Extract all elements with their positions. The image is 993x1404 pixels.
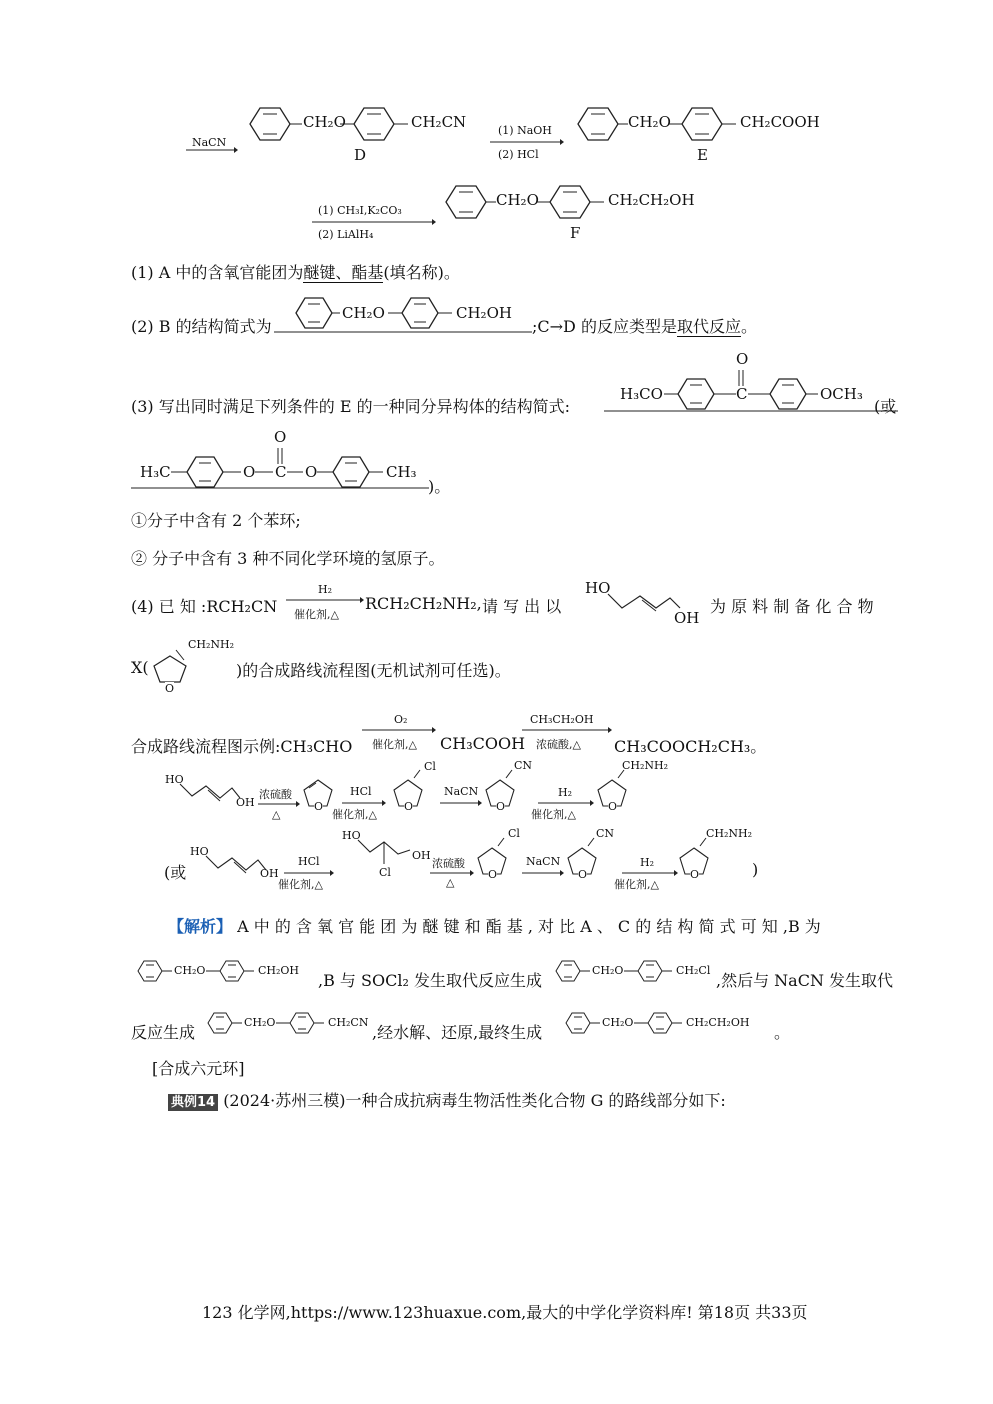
reaction-arrow (522, 869, 564, 877)
q2-tail (532, 314, 757, 337)
route1-arrow4-top: H₂ (558, 786, 573, 799)
route2-arrow2-bottom: △ (446, 876, 455, 889)
route1-arrow2-top: HCl (350, 785, 372, 798)
intermediate-ho: HO (342, 829, 361, 842)
q4-product: RCH₂CH₂NH₂, (365, 594, 482, 613)
route2-arrow1-top: HCl (298, 855, 320, 868)
route1-diol (178, 780, 244, 806)
analysis-line-1 (168, 914, 821, 937)
arrow-condition-top: (1) NaOH (498, 124, 552, 137)
q1-prefix: (1) A 中的含氧官能团为 (131, 263, 304, 282)
analysis-b-sub1: CH₂O (174, 964, 206, 977)
analysis-b-sub2: CH₂OH (258, 964, 300, 977)
d-substituent-1: CH₂O (303, 113, 346, 131)
route1-arrow2-bottom: 催化剂,△ (332, 808, 377, 821)
q1-answer: 醚键、酯基 (303, 263, 384, 282)
q3-or-open: (或 (874, 397, 897, 416)
route2-o1: O (488, 868, 498, 881)
intermediate-cl: Cl (379, 866, 391, 879)
condition-2: ② 分子中含有 3 种不同化学环境的氢原子。 (131, 549, 445, 568)
e-substituent-1: CH₂O (628, 113, 671, 131)
q4-arrow-bottom: 催化剂,△ (294, 608, 339, 621)
route1-oh: OH (236, 796, 255, 809)
analysis-c-sub2: CH₂Cl (676, 964, 711, 977)
f-substituent-1: CH₂O (496, 191, 539, 209)
e-substituent-2: CH₂COOH (740, 113, 820, 131)
analysis-text-3c: 。 (774, 1023, 791, 1042)
example-14-text: (2024·苏州三模)一种合成抗病毒生物活性类化合物 G 的路线部分如下: (223, 1091, 726, 1110)
route1-arrow1-top: 浓硫酸 (259, 788, 292, 801)
route2-arrow1-bottom: 催化剂,△ (278, 878, 323, 891)
example-arrow2-top: CH₃CH₂OH (530, 713, 594, 726)
example-arrow1-top: O₂ (394, 713, 408, 726)
analysis-text-3a: 反应生成 (131, 1023, 196, 1042)
route1-cn: CN (514, 759, 533, 772)
analysis-text-2b: ,然后与 NaCN 发生取代 (716, 971, 894, 990)
isomer2-left: H₃C (140, 463, 171, 481)
arrow-reagent-label: NaCN (192, 136, 227, 149)
analysis-f-sub1: CH₂O (602, 1016, 634, 1029)
q1-suffix: (填名称)。 (383, 263, 460, 282)
example-mid: CH₃COOH (440, 734, 526, 753)
q2-answer: 取代反应 (676, 317, 741, 336)
example-arrow2-bottom: 浓硫酸,△ (536, 738, 581, 751)
isomer1-carbonyl-o: O (736, 350, 749, 368)
route1-cl: Cl (424, 760, 436, 773)
example-14-tag: 典例14 (168, 1094, 218, 1111)
section-heading: [合成六元环] (152, 1059, 245, 1078)
f-substituent-2: CH₂CH₂OH (608, 191, 695, 209)
diol-oh: OH (674, 609, 700, 627)
q3-prefix: (3) 写出同时满足下列条件的 E 的一种同分异构体的结构简式: (131, 397, 570, 416)
q4-prefix: (4) 已 知 :RCH₂CN (131, 597, 278, 616)
q4-line2: )的合成路线流程图(无机试剂可任选)。 (236, 661, 511, 680)
route1-o3: O (496, 800, 506, 813)
q4-suffix: 为 原 料 制 备 化 合 物 (710, 597, 874, 616)
route2-arrow4-bottom: 催化剂,△ (614, 878, 659, 891)
isomer2-carbonyl-o: O (274, 428, 287, 446)
example-arrow1-bottom: 催化剂,△ (372, 738, 417, 751)
q3-close: )。 (428, 477, 451, 496)
analysis-text-2a: ,B 与 SOCl₂ 发生取代反应生成 (318, 971, 542, 990)
route1-arrow1-bottom: △ (272, 808, 281, 821)
route1-ho: HO (165, 773, 184, 786)
route1-arrow3-top: NaCN (444, 785, 479, 798)
intermediate-oh: OH (412, 849, 431, 862)
q2-prefix: (2) B 的结构简式为 (131, 317, 272, 336)
analysis-f-sub2: CH₂CH₂OH (686, 1016, 750, 1029)
compound-label-e: E (697, 146, 708, 164)
q2-mid: ;C→D 的反应类型是 (532, 317, 677, 336)
analysis-text-1: A 中 的 含 氧 官 能 团 为 醚 键 和 酯 基 , 对 比 A 、 C 的 结 构 简 式 可 知 ,B 为 (232, 917, 821, 936)
reaction-arrow (522, 726, 612, 734)
route2-cl: Cl (508, 827, 520, 840)
route2-oh: OH (260, 867, 279, 880)
route2-cn: CN (596, 827, 615, 840)
route2-arrow4-top: H₂ (640, 856, 655, 869)
q4-arrow-top: H₂ (318, 583, 333, 596)
route2-open: (或 (164, 863, 187, 882)
compound-label-f: F (570, 224, 581, 242)
reaction-arrow (440, 799, 482, 807)
example-14 (168, 1088, 726, 1111)
reaction-arrow (362, 726, 436, 734)
page-footer: 123 化学网,https://www.123huaxue.com,最大的中学化学资料库! 第18页 共33页 (202, 1303, 808, 1322)
isomer2-ester-o1: O (243, 463, 256, 481)
analysis-text-3b: ,经水解、还原,最终生成 (372, 1023, 543, 1042)
analysis-tag: 【解析】 (168, 917, 233, 936)
isomer2-carbon: C (275, 463, 287, 481)
x-label: X( (131, 658, 149, 677)
analysis-d-sub2: CH₂CN (328, 1016, 369, 1029)
route1-arrow4-bottom: 催化剂,△ (531, 808, 576, 821)
question-1 (131, 260, 460, 283)
reaction-arrow (258, 800, 300, 808)
isomer2-ester-o2: O (305, 463, 318, 481)
route2-nh2: CH₂NH₂ (706, 827, 753, 840)
route2-ho: HO (190, 845, 209, 858)
analysis-d-sub1: CH₂O (244, 1016, 276, 1029)
route1-o1: O (314, 800, 324, 813)
reaction-arrow (286, 596, 364, 604)
isomer2-right: CH₃ (386, 463, 417, 481)
route2-o2: O (578, 868, 588, 881)
q4-mid: 请 写 出 以 (482, 597, 562, 616)
example-prefix: 合成路线流程图示例:CH₃CHO (131, 737, 353, 756)
arrow-condition-bottom: (2) LiAlH₄ (318, 228, 374, 241)
condition-1: ①分子中含有 2 个苯环; (131, 511, 301, 530)
d-substituent-2: CH₂CN (411, 113, 467, 131)
route2-arrow3-top: NaCN (526, 855, 561, 868)
isomer1-carbon: C (736, 385, 748, 403)
isomer-structure-1 (604, 348, 900, 414)
b-substituent-2: CH₂OH (456, 304, 512, 322)
route2-arrow2-top: 浓硫酸 (432, 857, 465, 870)
route2-close: ) (752, 860, 759, 879)
isomer1-left: H₃CO (620, 385, 663, 403)
x-substituent: CH₂NH₂ (188, 638, 235, 651)
reaction-arrow (186, 146, 238, 154)
route1-o2: O (404, 800, 414, 813)
arrow-condition-bottom: (2) HCl (498, 148, 539, 161)
reaction-arrow (490, 138, 564, 146)
example-end: CH₃COOCH₂CH₃。 (614, 737, 767, 756)
route2-o3: O (690, 868, 700, 881)
diol-ho: HO (585, 579, 611, 597)
compound-label-d: D (354, 146, 367, 164)
arrow-condition-top: (1) CH₃I,K₂CO₃ (318, 204, 402, 217)
route1-nh2: CH₂NH₂ (622, 759, 669, 772)
isomer1-right: OCH₃ (820, 385, 863, 403)
analysis-c-sub1: CH₂O (592, 964, 624, 977)
x-ring-o: O (165, 682, 175, 695)
q2-suffix: 。 (740, 317, 757, 336)
b-substituent-1: CH₂O (342, 304, 385, 322)
route1-o4: O (608, 800, 618, 813)
reaction-arrow (312, 218, 436, 226)
